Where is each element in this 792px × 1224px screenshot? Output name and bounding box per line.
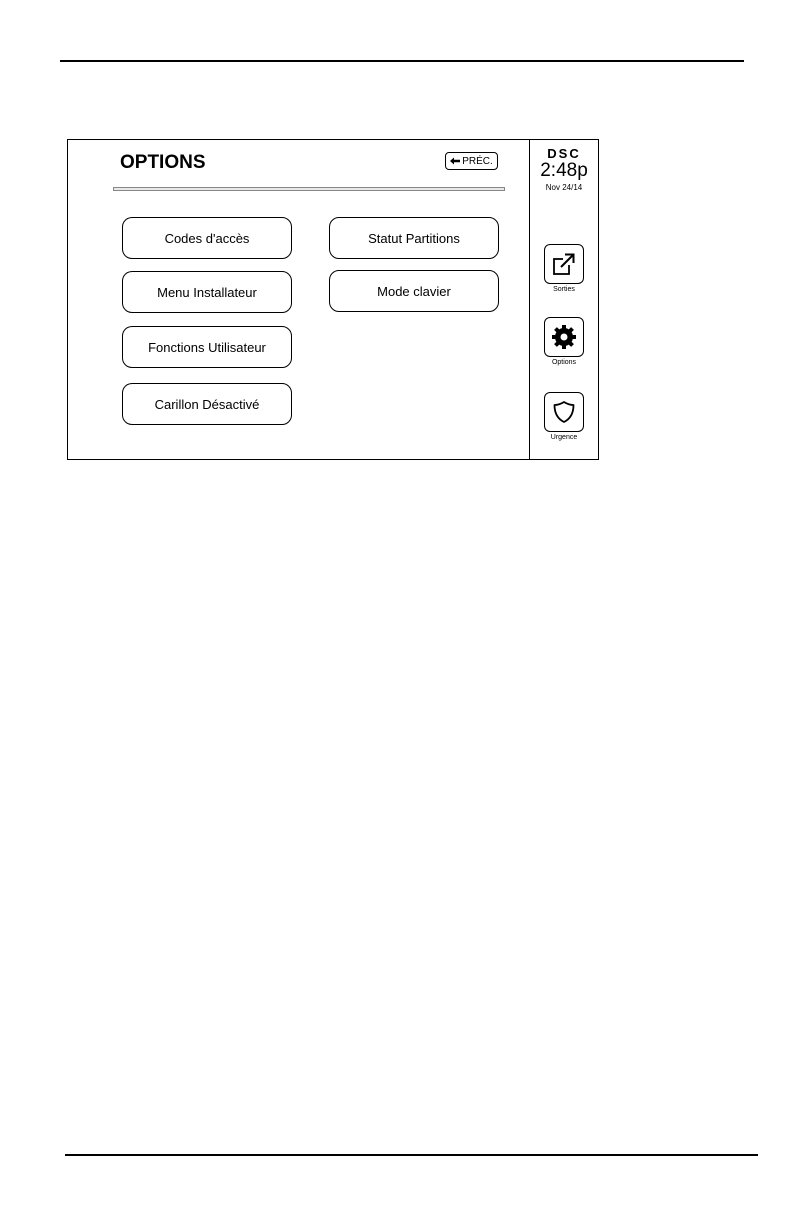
gear-icon (550, 323, 578, 351)
page-bottom-rule (65, 1154, 758, 1156)
sidebar (529, 140, 598, 459)
keypad-mode-label: Mode clavier (377, 283, 451, 299)
back-button[interactable] (445, 152, 498, 170)
exit-arrow-icon (550, 250, 578, 278)
chime-label: Carillon Désactivé (154, 396, 260, 412)
exits-button[interactable] (544, 244, 584, 284)
shield-icon (550, 398, 578, 426)
header-divider (113, 187, 505, 191)
access-codes-button[interactable] (122, 217, 292, 259)
user-functions-button[interactable] (122, 326, 292, 368)
options-button[interactable] (544, 317, 584, 357)
installer-menu-label: Menu Installateur (157, 284, 257, 300)
emergency-label: Urgence (550, 434, 578, 441)
clock-time: 2:48p (540, 160, 588, 181)
keypad-screen (67, 139, 599, 460)
partition-status-label: Statut Partitions (368, 230, 460, 246)
exits-label: Sorties (553, 286, 575, 293)
installer-menu-button[interactable] (122, 271, 292, 313)
emergency-button[interactable] (544, 392, 584, 432)
page-top-rule (60, 60, 744, 62)
page-title: OPTIONS (120, 152, 206, 173)
keypad-mode-button[interactable] (329, 270, 499, 312)
brand-logo: DSC (547, 146, 581, 161)
user-functions-label: Fonctions Utilisateur (148, 339, 266, 355)
clock-date: Nov 24/14 (545, 183, 583, 192)
access-codes-label: Codes d'accès (164, 230, 250, 246)
back-button-label: PRÉC. (462, 155, 493, 167)
options-label: Options (551, 359, 577, 366)
chime-button[interactable] (122, 383, 292, 425)
arrow-left-icon (450, 157, 460, 165)
partition-status-button[interactable] (329, 217, 499, 259)
